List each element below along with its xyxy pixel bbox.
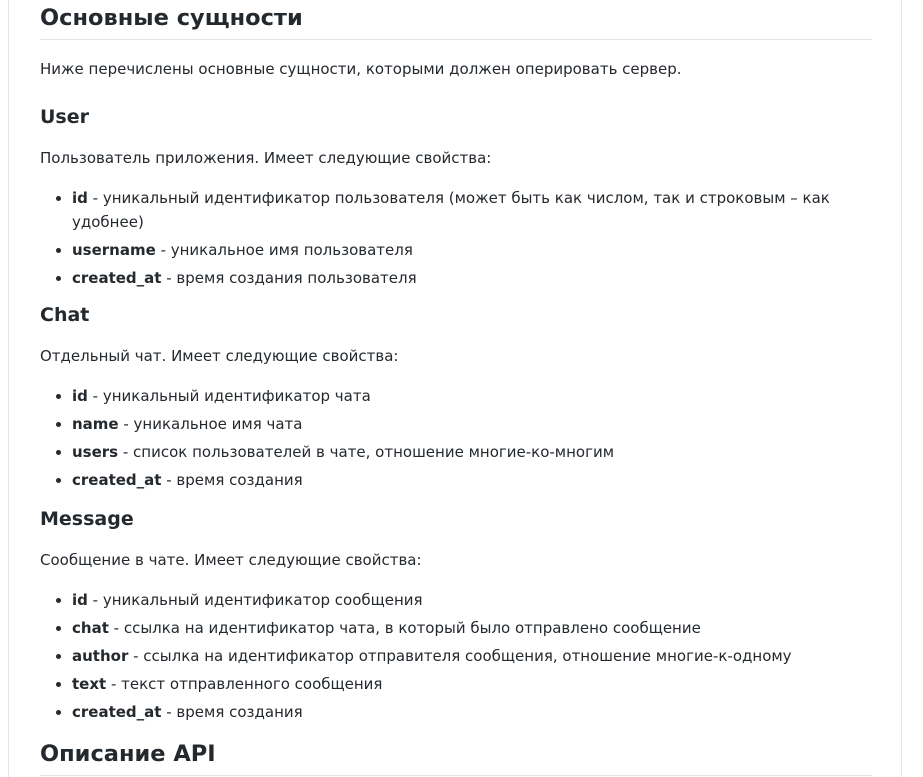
field-name: id	[72, 189, 88, 207]
next-section-heading: Описание API	[40, 736, 872, 776]
list-item	[72, 616, 872, 640]
field-description: - уникальное имя пользователя	[155, 241, 413, 259]
field-description: - время создания пользователя	[161, 269, 417, 287]
section-description-chat: Отдельный чат. Имеет следующие свойства:	[40, 347, 399, 365]
section-heading-message: Message	[40, 508, 134, 530]
field-description: - уникальный идентификатор чата	[87, 387, 371, 405]
list-item	[72, 266, 872, 290]
list-item	[72, 186, 872, 234]
field-name: id	[72, 591, 88, 609]
field-name: created_at	[72, 703, 162, 721]
field-list-chat	[40, 384, 872, 492]
section-description-message: Сообщение в чате. Имеет следующие свойства:	[40, 551, 422, 569]
field-description: - ссылка на идентификатор отправителя сообщения, отношение многие-к-одному	[128, 647, 792, 665]
field-description: - ссылка на идентификатор чата, в который было отправлено сообщение	[108, 619, 701, 637]
field-name: created_at	[72, 471, 162, 489]
field-description: - список пользователей в чате, отношение многие-ко-многим	[118, 443, 615, 461]
list-item	[72, 440, 872, 464]
list-item	[72, 700, 872, 724]
list-item	[72, 588, 872, 612]
intro-paragraph: Ниже перечислены основные сущности, которыми должен оперировать сервер.	[40, 60, 682, 78]
field-name: users	[72, 443, 119, 461]
field-description: - уникальное имя чата	[118, 415, 303, 433]
field-name: created_at	[72, 269, 162, 287]
document-content	[40, 0, 872, 776]
list-item	[72, 384, 872, 408]
field-name: name	[72, 415, 119, 433]
field-name: id	[72, 387, 88, 405]
page-title: Основные сущности	[40, 0, 872, 40]
list-item	[72, 238, 872, 262]
section-description-user: Пользователь приложения. Имеет следующие свойства:	[40, 149, 492, 167]
field-list-message	[40, 588, 872, 724]
section-heading-chat: Chat	[40, 304, 90, 326]
list-item	[72, 672, 872, 696]
field-name: chat	[72, 619, 109, 637]
field-description: - уникальный идентификатор сообщения	[87, 591, 423, 609]
field-name: author	[72, 647, 129, 665]
field-list-user	[40, 186, 872, 290]
field-name: username	[72, 241, 156, 259]
list-item	[72, 412, 872, 436]
field-name: text	[72, 675, 107, 693]
list-item	[72, 468, 872, 492]
section-heading-user: User	[40, 106, 89, 128]
field-description: - текст отправленного сообщения	[106, 675, 383, 693]
list-item	[72, 644, 872, 668]
field-description: - время создания	[161, 471, 303, 489]
field-description: - время создания	[161, 703, 303, 721]
field-description: - уникальный идентификатор пользователя (может быть как числом, так и строковым – как удобнее)	[72, 189, 830, 231]
